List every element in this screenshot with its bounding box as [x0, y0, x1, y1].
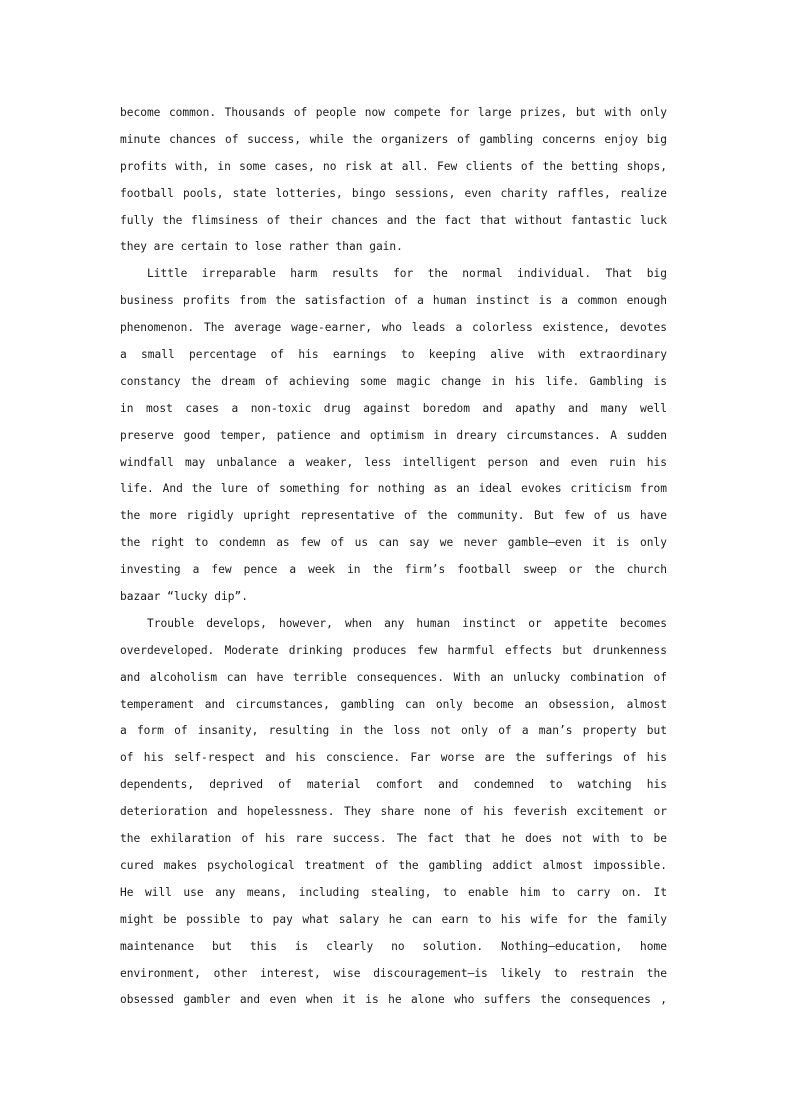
text-line: obsessed gambler and even when it is he alone who suffers the consequences , — [120, 993, 667, 1007]
text-line: become common. Thousands of people now compete for large prizes, but with only — [120, 106, 667, 119]
text-line: environment, other interest, wise discouragement—is likely to restrain the — [120, 966, 667, 980]
text-line: bazaar “lucky dip”. — [120, 590, 248, 604]
text-line: minute chances of success, while the organizers of gambling concerns enjoy big — [120, 132, 667, 146]
text-line: overdeveloped. Moderate drinking produces few harmful effects but drunkenness — [120, 643, 667, 657]
text-line: cured makes psychological treatment of the gambling addict almost impossible. — [120, 858, 667, 872]
paragraph-1 — [120, 100, 667, 261]
text-line: football pools, state lotteries, bingo sessions, even charity raffles, realize — [120, 186, 667, 200]
paragraph-3 — [120, 611, 667, 1014]
text-line: phenomenon. The average wage-earner, who leads a colorless existence, devotes — [120, 321, 667, 335]
text-line: they are certain to lose rather than gain. — [120, 240, 403, 254]
text-line: might be possible to pay what salary he can earn to his wife for the family — [120, 912, 667, 926]
text-line: in most cases a non-toxic drug against boredom and apathy and many well — [120, 401, 667, 415]
text-line: a form of insanity, resulting in the loss not only of a man’s property but — [120, 724, 667, 738]
text-line: preserve good temper, patience and optimism in dreary circumstances. A sudden — [120, 428, 667, 442]
text-line: fully the flimsiness of their chances and the fact that without fantastic luck — [120, 213, 667, 227]
paragraph-2 — [120, 261, 667, 611]
text-line: of his self-respect and his conscience. Far worse are the sufferings of his — [120, 751, 667, 765]
text-line: a small percentage of his earnings to keeping alive with extraordinary — [120, 348, 667, 362]
text-line: temperament and circumstances, gambling can only become an obsession, almost — [120, 697, 667, 711]
text-line: and alcoholism can have terrible consequences. With an unlucky combination of — [120, 670, 667, 684]
text-line: profits with, in some cases, no risk at all. Few clients of the betting shops, — [120, 159, 667, 173]
text-line: windfall may unbalance a weaker, less intelligent person and even ruin his — [120, 455, 667, 469]
text-line: the more rigidly upright representative of the community. But few of us have — [120, 509, 667, 523]
text-line: investing a few pence a week in the firm’s football sweep or the church — [120, 563, 667, 577]
text-line: life. And the lure of something for nothing as an ideal evokes criticism from — [120, 482, 667, 496]
text-line: the exhilaration of his rare success. The fact that he does not with to be — [120, 832, 667, 846]
text-line: Little irreparable harm results for the normal individual. That big — [147, 267, 667, 281]
text-line: maintenance but this is clearly no solution. Nothing—education, home — [120, 939, 667, 953]
text-line: deterioration and hopelessness. They share none of his feverish excitement or — [120, 805, 667, 819]
text-line: the right to condemn as few of us can say we never gamble—even it is only — [120, 536, 667, 550]
text-line: He will use any means, including stealing, to enable him to carry on. It — [120, 885, 667, 899]
text-line: constancy the dream of achieving some magic change in his life. Gambling is — [120, 374, 667, 388]
document-body — [120, 100, 667, 1014]
text-line: business profits from the satisfaction of a human instinct is a common enough — [120, 294, 667, 308]
text-line: Trouble develops, however, when any human instinct or appetite becomes — [147, 616, 667, 630]
text-line: dependents, deprived of material comfort and condemned to watching his — [120, 778, 667, 792]
